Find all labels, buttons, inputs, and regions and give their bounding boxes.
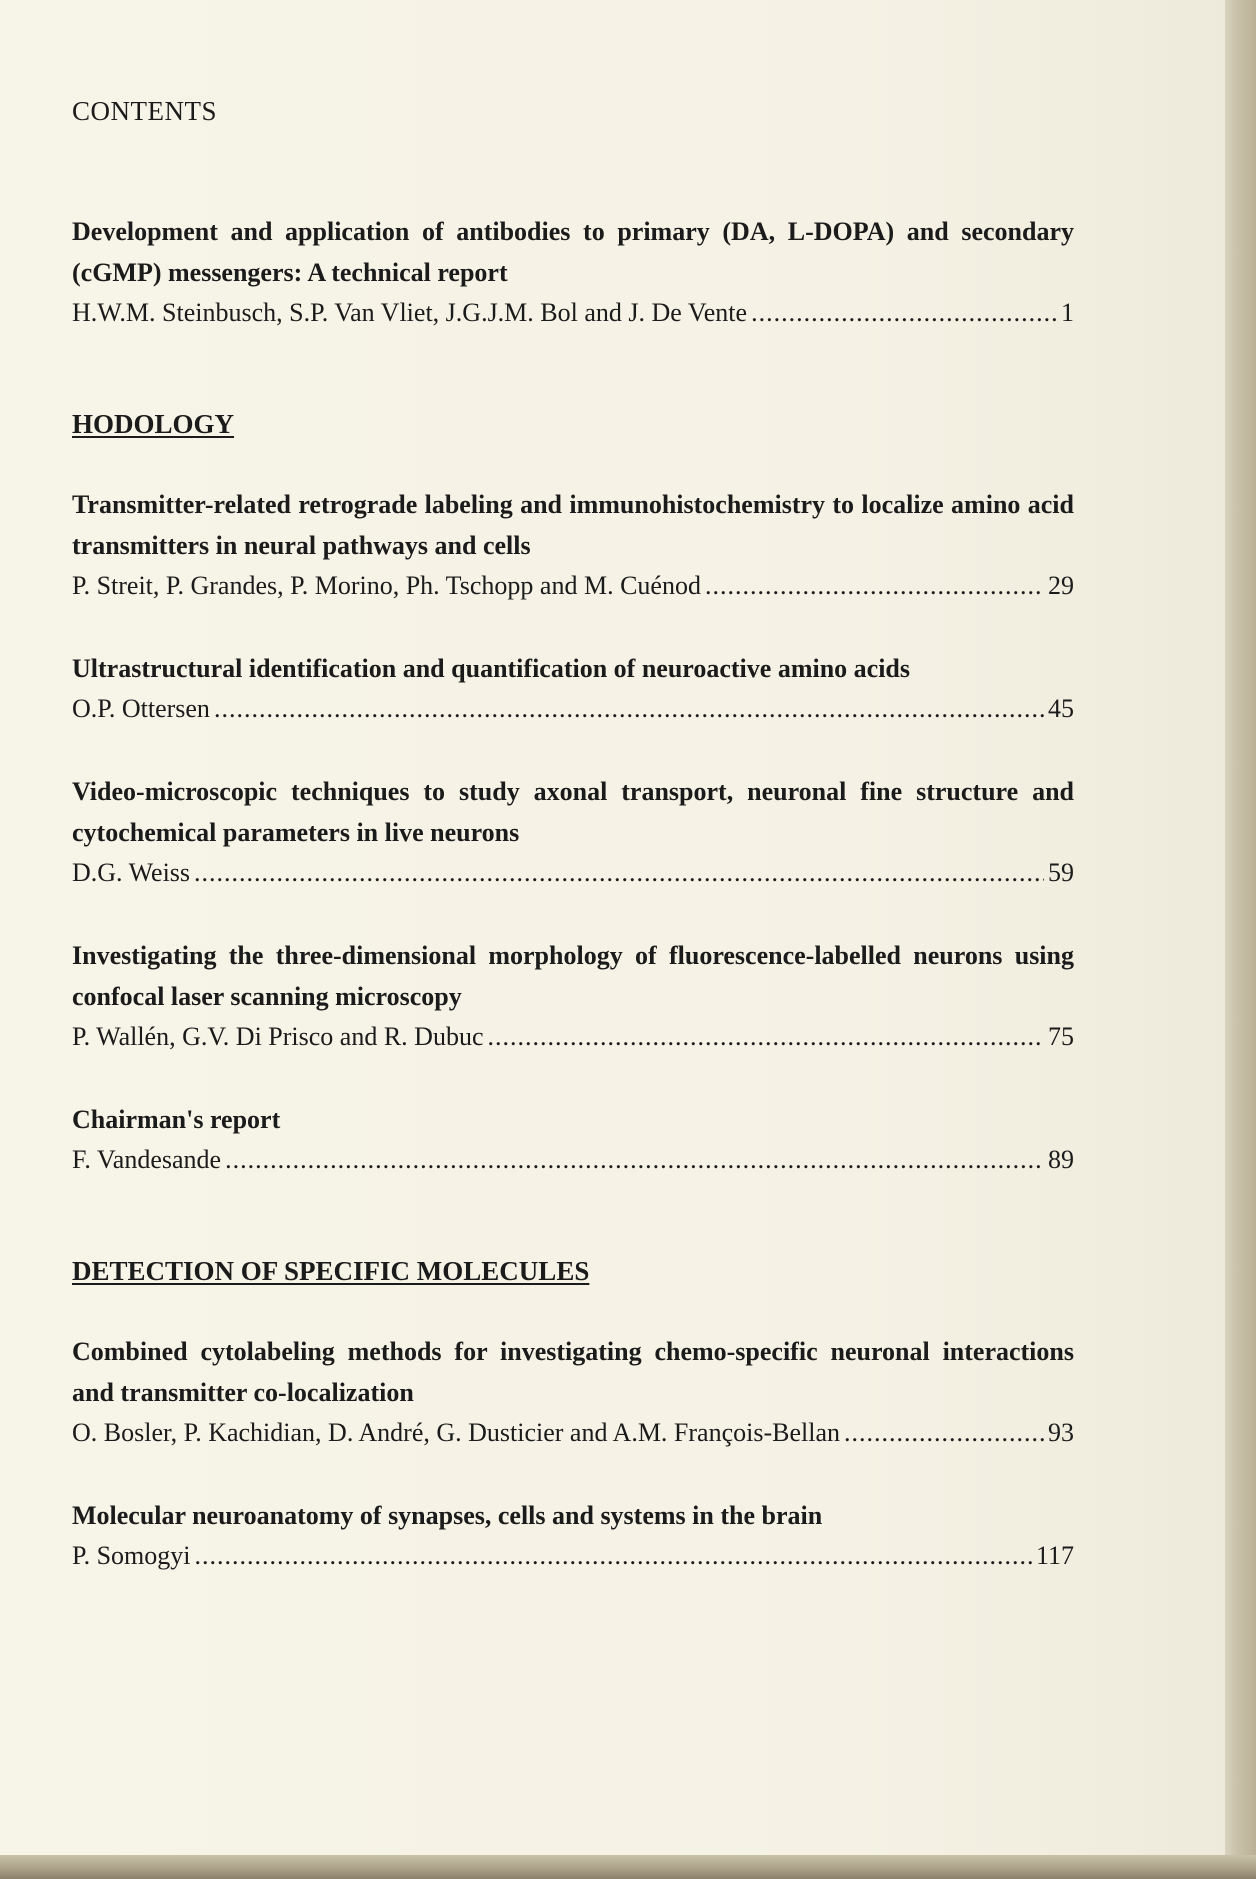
entry-authors: H.W.M. Steinbusch, S.P. Van Vliet, J.G.J.M. Bol and J. De Vente xyxy=(72,298,748,327)
entry-authors-line xyxy=(72,293,1074,333)
toc-entry xyxy=(72,1495,1074,1576)
page-edge-bottom xyxy=(0,1855,1256,1879)
toc-entry xyxy=(72,484,1074,606)
section-heading: DETECTION OF SPECIFIC MOLECULES xyxy=(72,1256,590,1286)
entry-authors-line xyxy=(72,853,1074,893)
dot-leader xyxy=(705,566,1044,606)
contents-title: CONTENTS xyxy=(72,96,217,126)
entry-authors: P. Streit, P. Grandes, P. Morino, Ph. Tschopp and M. Cuénod xyxy=(72,571,701,600)
toc-entry xyxy=(72,1331,1074,1453)
entry-authors: P. Somogyi xyxy=(72,1541,191,1570)
entry-authors-line xyxy=(72,1140,1074,1180)
entry-authors-line xyxy=(72,1536,1074,1576)
dot-leader xyxy=(488,1017,1045,1057)
entry-page-number: 59 xyxy=(1048,858,1074,887)
entry-title: Transmitter-related retrograde labeling and immunohistochemistry to localize amino acid transmitters in neural pathways and cells xyxy=(72,490,1074,560)
dot-leader xyxy=(194,853,1044,893)
dot-leader xyxy=(225,1140,1044,1180)
entry-page-number: 45 xyxy=(1048,694,1074,723)
entry-title: Ultrastructural identification and quantification of neuroactive amino acids xyxy=(72,654,911,683)
section-gap xyxy=(72,1222,1074,1256)
page-edge-right xyxy=(1225,0,1256,1879)
entry-authors: P. Wallén, G.V. Di Prisco and R. Dubuc xyxy=(72,1022,484,1051)
entry-page-number: 89 xyxy=(1048,1145,1074,1174)
entry-authors: O.P. Ottersen xyxy=(72,694,210,723)
dot-leader xyxy=(751,293,1057,333)
entry-title: Chairman's report xyxy=(72,1105,281,1134)
entry-authors-line xyxy=(72,1413,1074,1453)
entry-authors: O. Bosler, P. Kachidian, D. André, G. Dusticier and A.M. François-Bellan xyxy=(72,1418,841,1447)
entry-title: Video-microscopic techniques to study axonal transport, neuronal fine structure and cytochemical parameters in live neurons xyxy=(72,777,1074,847)
contents-body xyxy=(72,96,1074,1618)
entry-authors-line xyxy=(72,566,1074,606)
toc-entry xyxy=(72,935,1074,1057)
entry-title: Investigating the three-dimensional morphology of fluorescence-labelled neurons using confocal laser scanning microscopy xyxy=(72,941,1074,1011)
entry-authors-line xyxy=(72,689,1074,729)
toc-entry xyxy=(72,1099,1074,1180)
entry-title: Combined cytolabeling methods for investigating chemo-specific neuronal interactions and transmitter co-localization xyxy=(72,1337,1074,1407)
entry-page-number: 1 xyxy=(1061,298,1074,327)
entry-page-number: 117 xyxy=(1035,1541,1074,1570)
section-gap xyxy=(72,375,1074,409)
dot-leader xyxy=(844,1413,1044,1453)
entry-page-number: 93 xyxy=(1048,1418,1074,1447)
entry-page-number: 75 xyxy=(1048,1022,1074,1051)
entry-title: Development and application of antibodies to primary (DA, L-DOPA) and secondary (cGMP) messengers: A technical report xyxy=(72,217,1074,287)
entry-title: Molecular neuroanatomy of synapses, cells and systems in the brain xyxy=(72,1501,823,1530)
dot-leader xyxy=(195,1536,1032,1576)
toc-entry xyxy=(72,771,1074,893)
entry-authors: D.G. Weiss xyxy=(72,858,191,887)
entry-authors: F. Vandesande xyxy=(72,1145,222,1174)
section-heading: HODOLOGY xyxy=(72,409,235,439)
entry-page-number: 29 xyxy=(1048,571,1074,600)
toc-entry xyxy=(72,648,1074,729)
dot-leader xyxy=(214,689,1044,729)
entry-authors-line xyxy=(72,1017,1074,1057)
toc-entry xyxy=(72,211,1074,333)
